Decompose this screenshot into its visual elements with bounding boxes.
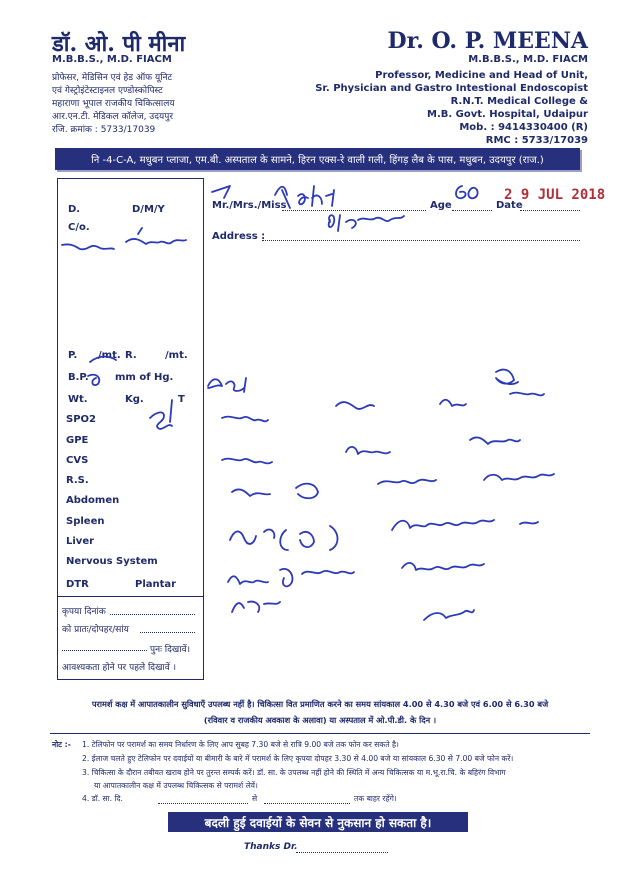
handwritten-note-2 — [222, 417, 268, 422]
footer-disclaimer-line-2: (रविवार व राजकीय अवकाश के अलावा) या अस्पताल में ओ.पी.डी. के दिन । — [203, 715, 437, 725]
dmy-label: D/M/Y — [132, 204, 165, 215]
weight-label: Wt. — [68, 394, 88, 405]
handwritten-tick — [212, 186, 230, 198]
handwritten-note-5 — [222, 459, 272, 464]
handwritten-note-8 — [378, 474, 554, 484]
warning-text: बदली हुई दवाईयों के सेवन से नुकसान हो सकता है। — [204, 815, 432, 830]
handwritten-note-11 — [228, 569, 354, 586]
rs-label: R.S. — [66, 475, 89, 486]
handwritten-note-9 — [230, 526, 338, 550]
gpe-label: GPE — [66, 435, 89, 446]
dtr-label: DTR — [66, 579, 89, 590]
nervous-system-label: Nervous System — [66, 556, 158, 567]
followup-earlier-label: आवश्यकता होने पर पहले दिखावें । — [62, 663, 177, 673]
age-label: Age — [430, 200, 452, 211]
note-4b: से — [252, 794, 258, 803]
patient-name-label: Mr./Mrs./Miss — [212, 200, 287, 211]
title-line-hindi-1: प्रोफेसर, मेडिसिन एवं हेड ऑफ यूनिट — [52, 73, 173, 83]
date-label: Date — [496, 200, 523, 211]
note-4c: तक बाहर रहेंगे। — [354, 794, 397, 803]
handwritten-note-3 — [336, 402, 374, 409]
handwritten-note-6 — [346, 437, 520, 454]
handwritten-signature — [424, 610, 474, 620]
thanks-line — [296, 852, 388, 853]
title-line-english-4: M.B. Govt. Hospital, Udaipur — [427, 109, 588, 120]
title-line-hindi-4: आर.एन.टी. मेडिकल कॉलेज, उदयपुर — [52, 112, 174, 122]
resp-label: R. — [125, 350, 137, 361]
note-3a: 3. चिकित्सा के दौरान तबीयत खराब होने पर तुरन्त सम्पर्क करें। डॉ. सा. के उपलब्ध नहीं होने की स्थिति में अन्य चिकित्सक या म.भू.रा.चि. के बहिरंग विभाग — [82, 768, 506, 777]
co-label: C/o. — [68, 222, 90, 233]
d-label: D. — [68, 204, 81, 215]
followup-return-label: पुनः दिखावें। — [150, 645, 191, 655]
mobile-number: Mob. : 9414330400 (R) — [459, 122, 588, 133]
handwritten-note-13 — [232, 602, 280, 612]
followup-date-label: कृपया दिनांक — [62, 607, 106, 617]
handwritten-note-10 — [392, 520, 538, 530]
handwritten-bp — [88, 357, 116, 386]
handwritten-note-7 — [232, 484, 318, 499]
resp-unit: /mt. — [165, 350, 188, 361]
pulse-label: P. — [68, 350, 78, 361]
footer-divider — [50, 733, 590, 734]
handwritten-note-1 — [208, 378, 246, 392]
liver-label: Liver — [66, 536, 95, 547]
handwritten-patient-name — [275, 186, 334, 208]
date-stamp: 2 9 JUL 2018 — [504, 187, 606, 203]
note-label: नोट :- — [52, 740, 71, 749]
note-4-from-line — [158, 803, 248, 804]
handwritten-complaint — [62, 228, 186, 249]
temp-label: T — [178, 394, 185, 405]
title-line-hindi-3: महाराणा भूपाल राजकीय चिकित्सालय — [52, 99, 175, 109]
spleen-label: Spleen — [66, 516, 105, 527]
followup-time-label: को प्रातः/दोपहर/सांय — [62, 625, 129, 635]
bp-unit: mm of Hg. — [115, 372, 174, 383]
handwritten-note-12 — [402, 563, 484, 570]
address-label: Address : — [212, 231, 266, 242]
footer-disclaimer-line-1: परामर्श कक्ष में आपातकालीन सुविधाएँ उपलब्ध नहीं है। चिकित्सा वित प्रमाणित करने का समय सांयकाल 4.00 से 4.30 बजे एवं 6.00 से 6.30 बजे — [91, 699, 549, 709]
footer-disclaimer — [60, 696, 580, 728]
registration-hindi: रजि. क्रमांक : 5733/17039 — [52, 125, 156, 135]
note-1: 1. टेलिफोन पर परामर्श का समय निर्धारण के लिए आप सुबह 7.30 बजे से रात्रि 9.00 बजे तक फोन कर सकते है। — [82, 740, 399, 749]
title-line-english-2: Sr. Physician and Gastro Intestional Endoscopist — [315, 83, 588, 94]
kg-label: Kg. — [125, 394, 144, 405]
note-4a: 4. डॉ. सा. दि. — [82, 794, 123, 803]
pulse-unit: /mt. — [98, 350, 121, 361]
handwritten-age — [456, 186, 478, 198]
spo2-label: SPO2 — [66, 414, 96, 425]
cvs-label: CVS — [66, 455, 89, 466]
abdomen-label: Abdomen — [66, 495, 120, 506]
doctor-name-hindi: डॉ. ओ. पी मीना — [52, 31, 186, 57]
plantar-label: Plantar — [135, 579, 177, 590]
rmc-number: RMC : 5733/17039 — [485, 135, 588, 146]
note-4-to-line — [264, 803, 350, 804]
clinic-address-text: नि -4-C-A, मधुबन प्लाजा, एम.बी. अस्पताल के सामने, हिरन एक्स-रे वाली गली, हिंगड़ लैब के पास, मधुबन, उदयपुर (राज.) — [91, 155, 544, 166]
warning-bar — [168, 812, 468, 832]
note-2: 2. ईलाज चलते हुए टेलिफोन पर दवाईयों या बीमारी के बारे में परामर्श के लिए कृपया दोपहर 3.30 से 4.00 बजे या सांयकाल 6.30 से 7.00 बजे फोन करें। — [82, 754, 514, 763]
thanks-label: Thanks Dr. — [244, 842, 298, 852]
title-line-english-1: Professor, Medicine and Head of Unit, — [375, 70, 588, 81]
handwritten-address — [329, 215, 404, 231]
doctor-name-english: Dr. O. P. MEENA — [387, 28, 588, 54]
handwritten-temp — [150, 400, 172, 429]
bp-label: B.P. — [68, 372, 89, 383]
title-line-english-3: R.N.T. Medical College & — [450, 96, 588, 107]
note-3b: या आपातकालीन कक्ष में उपलब्ध चिकित्सक से परामर्श लेवें। — [94, 781, 258, 790]
title-line-hindi-2: एवं गेस्ट्रोइंटेस्टाइनल एण्डोस्कोपिस्ट — [52, 86, 163, 96]
handwritten-note-4 — [440, 370, 544, 406]
degrees-hindi: M.B.B.S., M.D. FIACM — [52, 54, 172, 65]
degrees-english: M.B.B.S., M.D. FIACM — [468, 54, 588, 65]
